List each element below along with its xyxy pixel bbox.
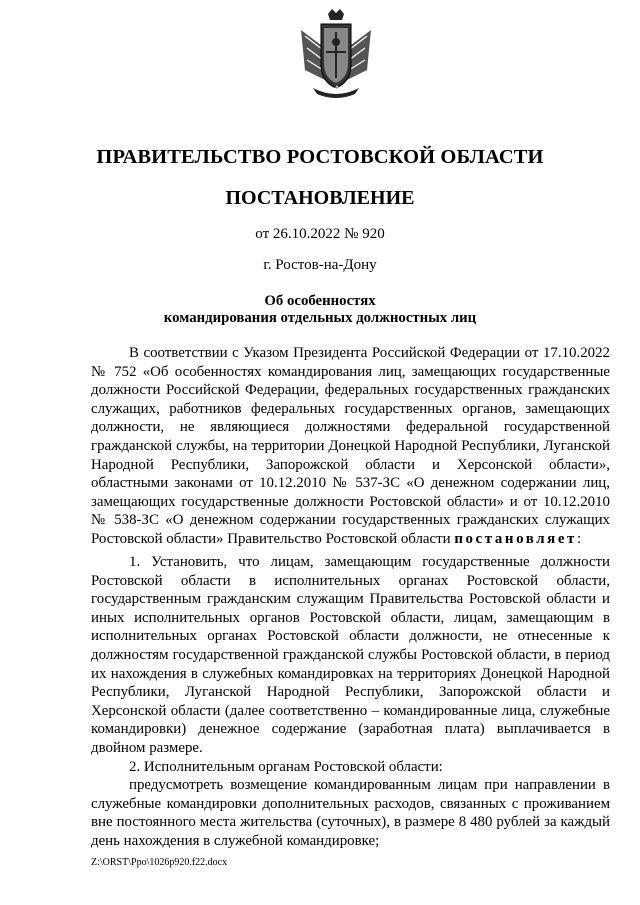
subject-heading bbox=[0, 293, 640, 327]
subject-line-2: командирования отдельных должностных лиц bbox=[163, 310, 477, 326]
date-and-number: от 26.10.2022 № 920 bbox=[255, 226, 385, 242]
file-path-footer: Z:\ORST\Ppo\1026p920.f22.docx bbox=[91, 857, 228, 868]
item-2-subparagraph: предусмотреть возмещение командированным лицам при направлении в служебные командировки дополнительных расходов, связанных с проживанием вне постоянного места жительства (суточных), в размере 8 480 рублей за каждый день нахождения в служебной командировке; bbox=[91, 777, 610, 849]
subject-line-1: Об особенностях bbox=[264, 293, 376, 309]
item-1: 1. Установить, что лицам, замещающим государственные должности Ростовской области в исполнительных органах Ростовской области, государственным гражданским служащим Правительства Ростовской области и иных исполнительных органов Ростовской области, лицам, замещающим в исполнительных органах Ростовской области должности, не отнесенные к должностям государственной гражданской службы Ростовской области, в период их нахождения в служебных командировках на территориях Донецкой Народной Республики, Луганской Народной Республики, Запорожской области и Херсонской области (далее соответственно – командированные лица, служебные командировки) денежное содержание (заработная плата) выплачивается в двойном размере. bbox=[91, 554, 610, 756]
preamble bbox=[91, 344, 610, 549]
item-2: 2. Исполнительным органам Ростовской области: bbox=[129, 758, 443, 775]
preamble-text: В соответствии с Указом Президента Российской Федерации от 17.10.2022 № 752 «Об особенностях командирования лиц, замещающих государственные должности Российской Федерации, федеральных государственных гражданских служащих, работников федеральных государственных органов, замещающих должности, не являющиеся должностями федеральной государственной гражданской службы, на территории Донецкой Народной Республики, Луганской Народной Республики, Запорожской области и Херсонской области», областными законами от 10.12.2010 № 537-ЗС «О денежном содержании лиц, замещающих государственные должности Ростовской области» и от 10.12.2010 № 538-ЗС «О денежном содержании государственных гражданских служащих Ростовской области» Правительство Ростовской области bbox=[91, 345, 610, 547]
preamble-paragraph bbox=[91, 344, 610, 549]
city: г. Ростов-на-Дону bbox=[263, 257, 377, 273]
resolves-word: постановляет bbox=[454, 530, 577, 547]
government-title: ПРАВИТЕЛЬСТВО РОСТОВСКОЙ ОБЛАСТИ bbox=[96, 146, 544, 168]
preamble-colon: : bbox=[576, 530, 582, 547]
decree-items bbox=[91, 553, 610, 851]
coat-of-arms-emblem bbox=[295, 8, 377, 102]
document-type: ПОСТАНОВЛЕНИЕ bbox=[225, 187, 415, 209]
